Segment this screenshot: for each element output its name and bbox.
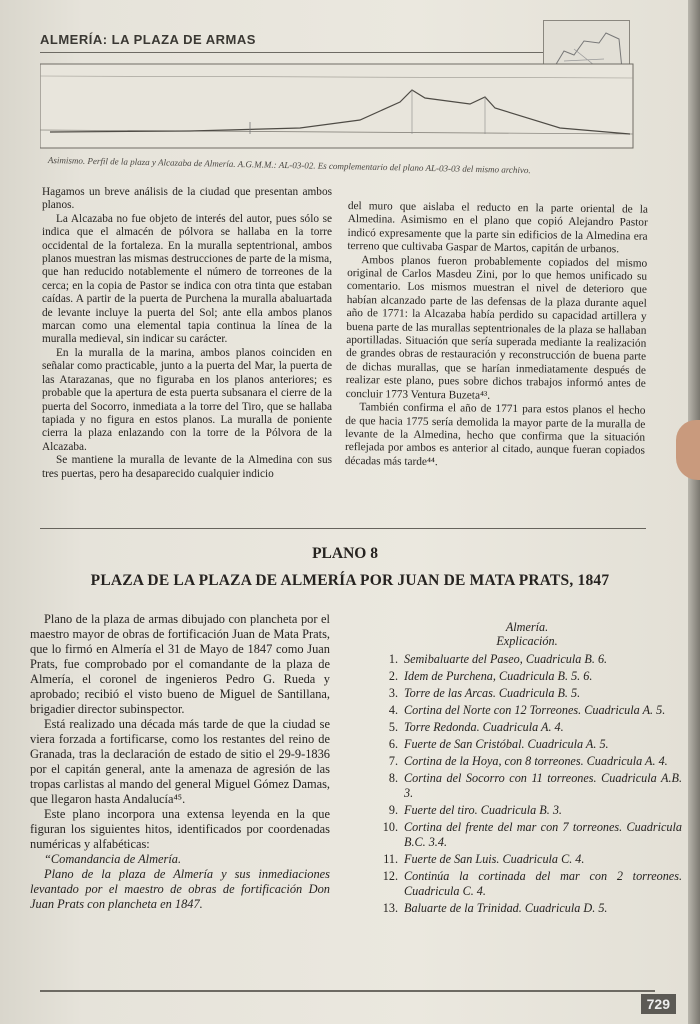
page-edge-shadow: [688, 0, 700, 1024]
paragraph: Se mantiene la muralla de levante de la Almedina con sus tres puertas, pero ha desaparecido cualquier indicio: [42, 454, 332, 480]
quote-line: “Comandancia de Almería.: [44, 852, 182, 866]
section-divider: [40, 528, 646, 529]
paragraph: Plano de la plaza de armas dibujado con plancheta por el maestro mayor de obras de fortificación Juan de Mata Prats, que lo firmó en Almería el 31 de Mayo de 1847 como Juan Prats, fue comprobado por el comandante de la plaza de Almería, el coronel de ingenieros Pedro G. Rueda y aprobado; recibió el visto bueno de Miguel de Santillana, brigadier director subinspector.: [30, 612, 330, 716]
left-text-column: [42, 186, 332, 481]
paragraph: También confirma el año de 1771 para estos planos el hecho de que hacia 1775 sería demolida la mayor parte de la muralla de levante de la Almedina, hecho que confirma que la situación reflejada por ambos es anterior al citado, aunque fueran copiados décadas más tarde⁴⁴.: [344, 401, 646, 468]
legend-item: 5. Torre Redonda. Cuadricula A. 4.: [388, 720, 564, 734]
paragraph: Ambos planos fueron probablemente copiados del mismo original de Carlos Masdeu Zini, por lo que hemos unificado su comentario. Los mismos muestran el nivel de deterioro que habían alcanzado parte de las defensas de la plaza durante aquel año de 1771: la Alcazaba había perdido su capacidad artillera y buena parte de las murallas septentrionales de la plaza se hallaban aportilladas. Situación que sería superada mediante la realización de grandes obras de restauración y reconstrucción de buena parte de dichas murallas, que se harían inmediatamente después de realizar este plano, pues sobre dichos trabajos informó antes de concluir 1773 Ventura Buzeta⁴³.: [345, 253, 648, 402]
paragraph: Este plano incorpora una extensa leyenda en la que figuran los siguientes hitos, identificados por coordenadas numéricas y alfabéticas:: [30, 807, 330, 851]
legend-list: [372, 652, 682, 916]
page-number: 729: [641, 994, 676, 1014]
right-text-column: [345, 200, 648, 472]
finger-image: [676, 420, 700, 480]
quote-paragraph: Plano de la plaza de Almería y sus inmediaciones levantado por el maestro de obras de fortificación Don Juan Prats con plancheta en 1847.: [30, 867, 330, 911]
legend-item: 12. Continúa la cortinada del mar con 2 torreones. Cuadricula C. 4.: [382, 869, 682, 898]
paragraph: La Alcazaba no fue objeto de interés del autor, pues sólo se indica que el almacén de pólvora se hallaba en la torre occidental de la fortaleza. En la muralla septentrional, ambos planos muestran las mismas destrucciones de parte de la misma, que han reducido notablemente el número de torreones de la cerca; en la copia de Pastor se indica con otra tinta que estaban caídas. A partir de la puerta de Purchena la muralla abaluartada de levante incluye la puerta del Sol; ante ella ambos planos marcan como una elemental tapia continua la línea de la muralla medieval, sin indicar su carácter.: [42, 212, 332, 346]
legend-item: 6. Fuerte de San Cristóbal. Cuadricula A. 5.: [388, 737, 609, 751]
legend-item: 13. Baluarte de la Trinidad. Cuadricula D. 5.: [382, 901, 608, 915]
legend-item: 3. Torre de las Arcas. Cuadricula B. 5.: [388, 686, 581, 700]
footer-rule: [40, 990, 655, 992]
legend-heading: Explicación.: [496, 634, 558, 648]
legend-item: 2. Idem de Purchena, Cuadricula B. 5. 6.: [388, 669, 593, 683]
legend-item: 4. Cortina del Norte con 12 Torreones. Cuadricula A. 5.: [388, 703, 666, 717]
legend-column: [372, 620, 682, 918]
legend-item: 11. Fuerte de San Luis. Cuadricula C. 4.: [383, 852, 585, 866]
legend-item: 8. Cortina del Socorro con 11 torreones. Cuadricula A.B. 3.: [388, 771, 682, 800]
legend-item: 7. Cortina de la Hoya, con 8 torreones. Cuadricula A. 4.: [388, 754, 668, 768]
paragraph: Hagamos un breve análisis de la ciudad que presentan ambos planos.: [42, 186, 332, 212]
legend-item: 1. Semibaluarte del Paseo, Cuadricula B. 6.: [388, 652, 608, 666]
header-rule: [40, 52, 630, 53]
lower-left-column: [30, 612, 330, 912]
legend-place: Almería.: [505, 620, 549, 634]
section-title: PLAZA DE LA PLAZA DE ALMERÍA POR JUAN DE MATA PRATS, 1847: [90, 572, 610, 589]
legend-item: 10. Cortina del frente del mar con 7 torreones. Cuadricula B.C. 3.4.: [382, 820, 682, 849]
paragraph: del muro que aislaba el reducto en la parte oriental de la Almedina. Asimismo en el plano que copió Alejandro Pastor indicó expresamente que la parte sin edificios de la Almedina era terreno que cultivaba Gaspar de Martos, capitán de urbanos.: [347, 200, 648, 256]
fortification-profile-drawing: [40, 62, 635, 158]
section-number: PLANO 8: [312, 545, 378, 562]
legend-item: 9. Fuerte del tiro. Cuadricula B. 3.: [388, 803, 562, 817]
paragraph: En la muralla de la marina, ambos planos coinciden en señalar como practicable, junto a la puerta del Mar, la puerta de las Atarazanas, que no figuraba en los planos anteriores; es probable que la apertura de esta puerta subsanara el cierre de la puerta del Socorro, inmediata a la torre del Tiro, que se hallaba tapiada y no figura en estos planos. La muralla de poniente cierra la plaza enlazando con la torre de la Pólvora de la Alcazaba.: [42, 346, 332, 453]
paragraph: Está realizado una década más tarde de que la ciudad se viera forzada a fortificarse, como los restantes del reino de Granada, tras la declaración de estado de sitio el 29-9-1836 por el capitán general, ante la amenaza de agresión de las tropas carlistas al mando del general Miguel Gómez Damas, que llegaron hasta Andalucía⁴⁵.: [30, 717, 330, 806]
figure-caption: Asimismo. Perfil de la plaza y Alcazaba de Almería. A.G.M.M.: AL-03-02. Es complementario del plano AL-03-03 del mismo archivo.: [47, 155, 531, 176]
running-header: ALMERÍA: LA PLAZA DE ARMAS: [40, 32, 256, 47]
